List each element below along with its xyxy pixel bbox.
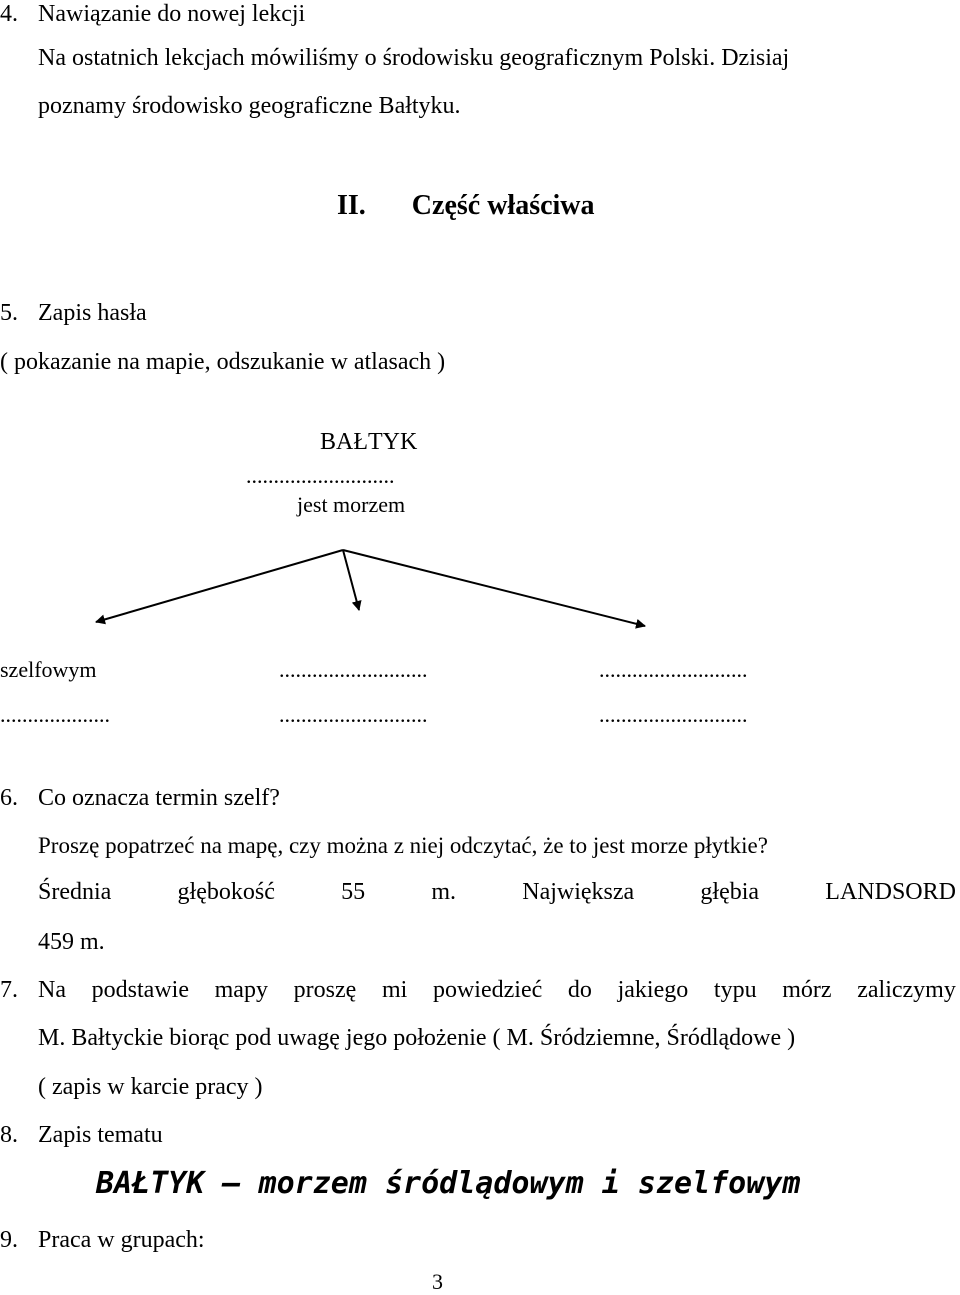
section-9-title: Praca w grupach: [38, 1227, 205, 1253]
section-8-title: Zapis tematu [38, 1122, 163, 1148]
diagram-root-dots: ........................... [246, 463, 395, 488]
section-4-line-2: poznamy środowisko geograficzne Bałtyku. [38, 93, 461, 119]
word: powiedzieć [432, 977, 543, 1003]
arrow-middle [343, 550, 359, 610]
word: mórz [782, 977, 832, 1003]
word: mapy [214, 977, 268, 1003]
section-6-line-2 [38, 878, 956, 906]
lesson-topic: BAŁTYK – morzem śródlądowym i szelfowym [96, 1166, 801, 1201]
word: jakiego [617, 977, 689, 1003]
part-roman: II. [337, 190, 366, 221]
section-8-heading [0, 1121, 163, 1149]
word: Na [38, 977, 66, 1003]
word: LANDSORD [825, 879, 956, 905]
section-6-heading [0, 784, 280, 812]
word: m. [431, 879, 456, 905]
section-9-number: 9. [0, 1227, 18, 1253]
section-5-title: Zapis hasła [38, 300, 147, 326]
diagram-root-label: BAŁTYK [320, 429, 418, 455]
section-4-number: 4. [0, 1, 18, 27]
section-7-line-3: ( zapis w karcie pracy ) [38, 1074, 263, 1100]
diagram-branch-3-dots: ........................... [599, 657, 748, 682]
word: głębokość [177, 879, 275, 905]
section-8-number: 8. [0, 1122, 18, 1148]
section-7-number: 7. [0, 977, 18, 1003]
section-7-line-2: M. Bałtyckie biorąc pod uwagę jego położenie ( M. Śródziemne, Śródlądowe ) [38, 1025, 796, 1051]
section-5-note: ( pokazanie na mapie, odszukanie w atlasach ) [0, 349, 446, 375]
diagram-branch-2-dots: ........................... [279, 657, 428, 682]
diagram-branch-1-label: szelfowym [0, 657, 97, 682]
page-number: 3 [432, 1269, 443, 1294]
word: typu [713, 977, 757, 1003]
section-7-line-1 [38, 976, 956, 1004]
section-6-line-1: Proszę popatrzeć na mapę, czy można z niej odczytać, że to jest morze płytkie? [38, 833, 768, 858]
word: Średnia [38, 879, 112, 905]
section-6-line-3: 459 m. [38, 929, 105, 955]
arrow-left [96, 550, 343, 622]
arrow-right [343, 550, 645, 626]
diagram-branch-1-dots-2: .................... [0, 702, 110, 727]
part-title: Część właściwa [411, 190, 595, 221]
section-4-title: Nawiązanie do nowej lekcji [38, 1, 306, 27]
section-5-number: 5. [0, 300, 18, 326]
diagram-root-subtitle: jest morzem [297, 492, 406, 517]
word: proszę [293, 977, 357, 1003]
diagram-branch-3-dots-2: ........................... [599, 702, 748, 727]
section-9-heading [0, 1226, 205, 1254]
word: głębia [700, 879, 760, 905]
word: Największa [522, 879, 635, 905]
word: zaliczymy [857, 977, 956, 1003]
word: podstawie [91, 977, 189, 1003]
word: do [567, 977, 592, 1003]
diagram-branch-2-dots-2: ........................... [279, 702, 428, 727]
section-6-number: 6. [0, 785, 18, 811]
section-6-title: Co oznacza termin szelf? [38, 785, 280, 811]
word: 55 [341, 879, 366, 905]
section-4-line-1: Na ostatnich lekcjach mówiliśmy o środowisku geograficznym Polski. Dzisiaj [38, 45, 790, 71]
word: mi [381, 977, 408, 1003]
